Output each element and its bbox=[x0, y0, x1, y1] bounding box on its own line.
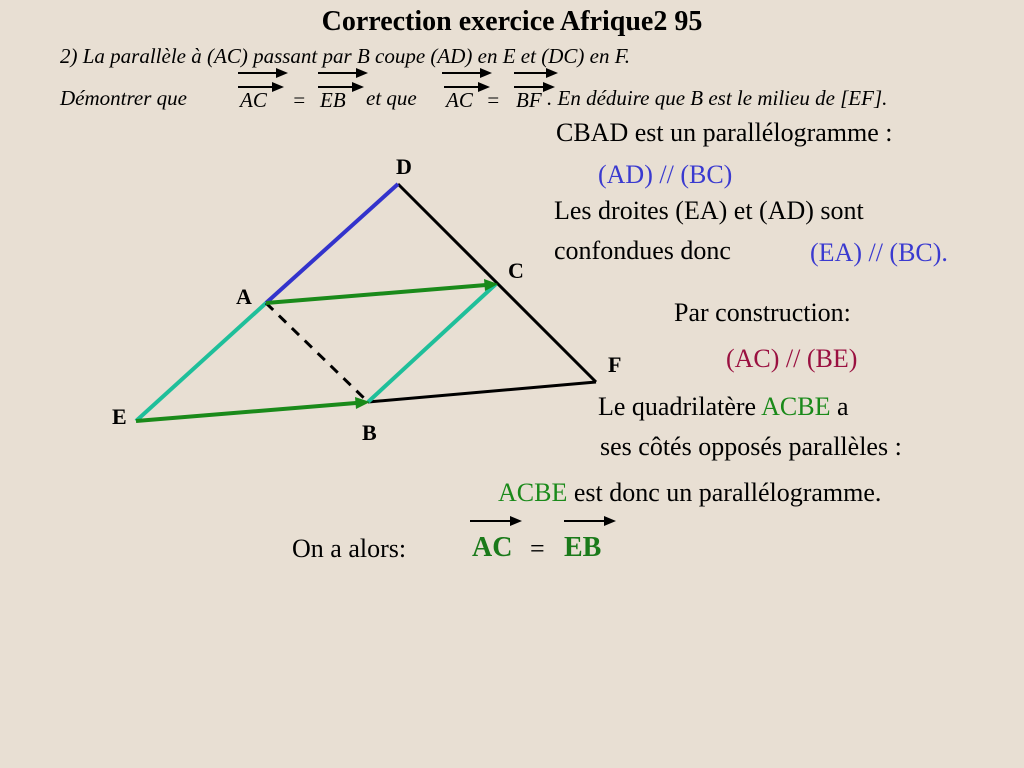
proof-cotes: ses côtés opposés parallèles : bbox=[600, 432, 902, 461]
result-vector-ac: AC bbox=[472, 532, 513, 563]
statement-text: B bbox=[356, 44, 370, 68]
quad-name: ACBE bbox=[498, 478, 568, 507]
statement-text: coupe bbox=[369, 44, 431, 68]
vector-arrow-head bbox=[604, 516, 616, 526]
segment-ea bbox=[136, 303, 266, 421]
point-label-a: A bbox=[236, 284, 252, 309]
proof-conclusion bbox=[498, 478, 881, 508]
proof-ac-be: (AC) // (BE) bbox=[726, 344, 858, 373]
vector-bf: BF bbox=[516, 88, 542, 112]
point-label-b: B bbox=[362, 420, 377, 445]
vector-arrow bbox=[564, 520, 608, 522]
vector-arrow-head bbox=[510, 516, 522, 526]
segment-ad bbox=[266, 184, 398, 303]
point-label-d: D bbox=[396, 154, 412, 179]
result-equals: = bbox=[530, 534, 545, 563]
point-label-e: E bbox=[112, 404, 127, 429]
proof-text: est donc un parallélogramme. bbox=[567, 478, 882, 507]
proof-ea-bc: (EA) // (BC). bbox=[810, 238, 948, 267]
vector-ac-2: AC bbox=[446, 88, 473, 112]
statement-text: (AC) bbox=[207, 44, 248, 68]
vector-eb-head bbox=[355, 397, 370, 409]
segment-ab-dashed bbox=[266, 303, 368, 402]
vector-eb-line bbox=[136, 403, 356, 421]
proof-text: a bbox=[830, 392, 849, 421]
equals-sign: = bbox=[292, 88, 307, 112]
proof-droites-2: confondues donc bbox=[554, 236, 731, 265]
vector-ac: AC bbox=[240, 88, 267, 112]
quad-name: ACBE bbox=[761, 392, 831, 421]
slide-title: Correction exercice Afrique2 95 bbox=[321, 6, 703, 37]
proof-cbad: CBAD est un parallélogramme : bbox=[556, 118, 893, 147]
proof-construction: Par construction: bbox=[674, 298, 851, 327]
segment-bc bbox=[368, 284, 496, 402]
result-vector-eb: EB bbox=[564, 532, 602, 563]
vector-ac-line bbox=[266, 285, 486, 303]
proof-text: Le quadrilatère bbox=[598, 392, 762, 421]
vector-eb: EB bbox=[320, 88, 346, 112]
proof-droites-1: Les droites (EA) et (AD) sont bbox=[554, 196, 864, 225]
statement-text: et que bbox=[366, 86, 417, 110]
proof-on-a-alors: On a alors: bbox=[292, 534, 407, 563]
statement-text: en E et (DC) en F. bbox=[472, 44, 631, 68]
vector-arrow bbox=[470, 520, 514, 522]
point-label-f: F bbox=[608, 352, 622, 377]
statement-text: (AD) bbox=[430, 44, 473, 68]
statement-text: . En déduire que B est le milieu de [EF]. bbox=[547, 86, 888, 110]
point-label-c: C bbox=[508, 258, 524, 283]
segment-bf bbox=[368, 382, 596, 402]
statement-text: 2) La parallèle à bbox=[60, 44, 207, 68]
proof-quad bbox=[598, 392, 849, 422]
statement-text: passant par bbox=[247, 44, 357, 68]
proof-ad-bc: (AD) // (BC) bbox=[598, 160, 733, 189]
equals-sign: = bbox=[486, 88, 501, 112]
statement-text: Démontrer que bbox=[60, 86, 187, 110]
